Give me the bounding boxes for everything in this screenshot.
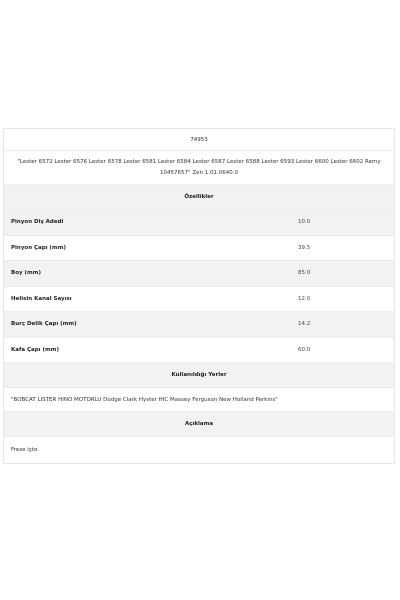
reference-numbers-row [4, 151, 394, 185]
spec-row [4, 338, 394, 364]
spec-value: 85.0 [298, 270, 311, 277]
spec-label: Helisin Kanal Sayısı [11, 295, 72, 302]
applications-header-row [4, 363, 394, 388]
spec-value: 12.0 [298, 295, 311, 302]
spec-label: Boy (mm) [11, 270, 41, 277]
reference-numbers: "Lester 6572 Lester 6576 Lester 6578 Lester 6581 Lester 6584 Lester 6587 Lester 6588 Lester 6593 Lester 6600 Lester 6602 Remy 10457657" Zen 1.01.0640.0 [17, 158, 381, 176]
description-row [4, 437, 394, 463]
spec-row [4, 236, 394, 262]
spec-label: Kafa Çapı (mm) [11, 346, 59, 353]
applications-text: "BOBCAT LISTER HINO MOTORLU Dodge Clark Hyster IHC Massey Ferguson New Holland Perkins" [11, 396, 278, 403]
spec-row [4, 287, 394, 313]
spec-row [4, 312, 394, 338]
description-header-row [4, 412, 394, 437]
spec-value: 39.5 [298, 244, 311, 251]
spec-value: 60.0 [298, 346, 311, 353]
applications-header: Kullanıldığı Yerler [171, 372, 227, 378]
description-text: Freze içte. [11, 447, 40, 453]
spec-row [4, 261, 394, 287]
spec-label: Pinyon Çapı (mm) [11, 244, 66, 251]
spec-row [4, 210, 394, 236]
spec-value: 10.0 [298, 219, 311, 226]
product-spec-table [3, 128, 395, 464]
applications-row [4, 388, 394, 412]
description-header: Açıklama [184, 421, 214, 427]
specs-header-row [4, 185, 394, 210]
product-code-row [4, 129, 394, 151]
specs-header: Özellikler [184, 194, 214, 200]
product-code: 74953 [190, 136, 208, 143]
spec-label: Burç Delik Çapı (mm) [11, 321, 77, 328]
spec-value: 14.2 [298, 321, 311, 328]
spec-label: Pinyon Diş Adedi [11, 219, 64, 226]
